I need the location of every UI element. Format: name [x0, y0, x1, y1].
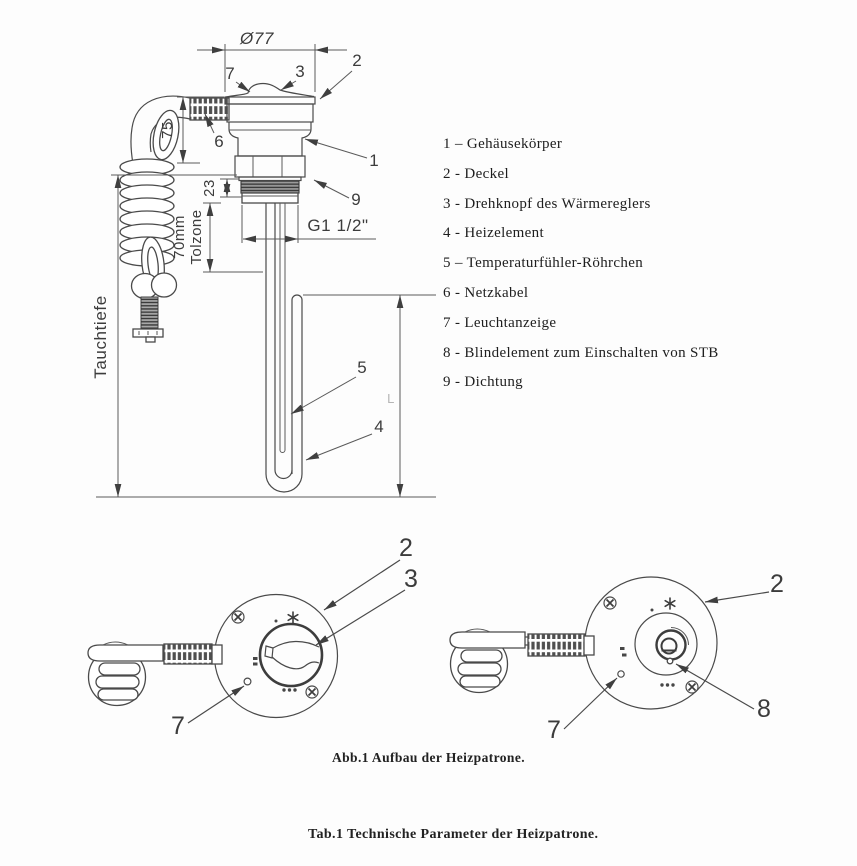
scale-dots — [282, 688, 296, 691]
callout-9: 9 — [351, 190, 361, 209]
cable-strain-relief — [190, 98, 229, 120]
front-view-with-knob — [88, 534, 418, 740]
legend-item-2: 2 - Deckel — [443, 165, 509, 182]
callout-7: 7 — [225, 64, 235, 83]
dimension-tolerance-zone — [171, 203, 263, 272]
callout-4: 4 — [374, 417, 384, 436]
screw-icon — [604, 597, 616, 609]
cable-left-view — [88, 642, 222, 706]
callouts-right-view — [547, 570, 784, 744]
front-view-without-knob — [450, 570, 784, 744]
legend-item-5: 5 – Temperaturfühler-Röhrchen — [443, 255, 644, 272]
legend-item-9: 9 - Dichtung — [443, 374, 524, 391]
callouts-left-view — [171, 534, 418, 740]
frost-protection-icon — [665, 598, 675, 609]
dim-thread-label: G1 1/2" — [307, 216, 369, 235]
threaded-section — [241, 181, 299, 203]
callout-8: 8 — [757, 695, 771, 723]
screw-icon — [686, 681, 698, 693]
dimension-thread-size — [242, 205, 376, 243]
legend-item-6: 6 - Netzkabel — [443, 284, 529, 301]
legend-item-1: 1 – Gehäusekörper — [443, 136, 563, 152]
dim-diameter-label: Ø77 — [240, 29, 274, 48]
callout-3: 3 — [404, 565, 418, 593]
scale-dot — [275, 620, 278, 623]
callouts-main-view — [205, 51, 384, 460]
thermostat-spindle — [657, 628, 689, 664]
main-assembly-drawing — [91, 29, 436, 497]
callout-7: 7 — [547, 716, 561, 744]
gasket-seal — [239, 177, 301, 181]
callout-6: 6 — [214, 132, 224, 151]
heating-element-tubes — [266, 203, 302, 492]
legend-item-3: 3 - Drehknopf des Wärmereglers — [443, 195, 651, 212]
power-cable-coil — [120, 96, 190, 292]
dim-tauchtiefe-label: Tauchtiefe — [91, 295, 110, 379]
parts-legend — [443, 130, 773, 398]
callout-2: 2 — [352, 51, 362, 70]
thermostat-knob — [260, 624, 322, 686]
figure-caption: Abb.1 Aufbau der Heizpatrone. — [332, 750, 525, 765]
plug-sleeve — [450, 632, 525, 648]
dim-75-label: 75 — [159, 121, 176, 139]
screw-icon — [232, 611, 244, 623]
scale-dot — [651, 609, 654, 612]
legend-item-7: 7 - Leuchtanzeige — [443, 314, 557, 331]
mains-plug — [132, 273, 177, 342]
legend-item-4: 4 - Heizelement — [443, 225, 545, 242]
dimension-diameter — [197, 29, 347, 92]
dim-23-label: 23 — [201, 179, 218, 197]
indicator-light — [244, 678, 251, 685]
screw-icon — [306, 686, 318, 698]
legend-item-8: 8 - Blindelement zum Einschalten von STB — [443, 344, 719, 361]
callout-7: 7 — [171, 712, 185, 740]
callout-5: 5 — [357, 358, 367, 377]
table-caption: Tab.1 Technische Parameter der Heizpatrone. — [308, 827, 599, 842]
dim-tolzone-label: Tolzone — [188, 209, 205, 265]
scale-marks — [620, 647, 627, 657]
dimension-23 — [201, 179, 242, 197]
frost-protection-icon — [288, 612, 298, 623]
callout-2: 2 — [399, 534, 413, 562]
scale-marks — [253, 657, 258, 666]
housing-body — [229, 122, 311, 177]
indicator-light — [618, 671, 624, 677]
callout-3: 3 — [295, 62, 305, 81]
callout-2: 2 — [770, 570, 784, 598]
cable-right-view — [450, 629, 594, 693]
callout-1: 1 — [369, 151, 379, 170]
knob-recess — [635, 613, 697, 675]
cap-and-knob-profile — [225, 84, 315, 123]
dim-length-label: L — [387, 391, 395, 406]
dim-70mm-label: 70mm — [171, 215, 188, 259]
scale-dots — [660, 683, 674, 686]
plug-sleeve — [88, 645, 163, 661]
